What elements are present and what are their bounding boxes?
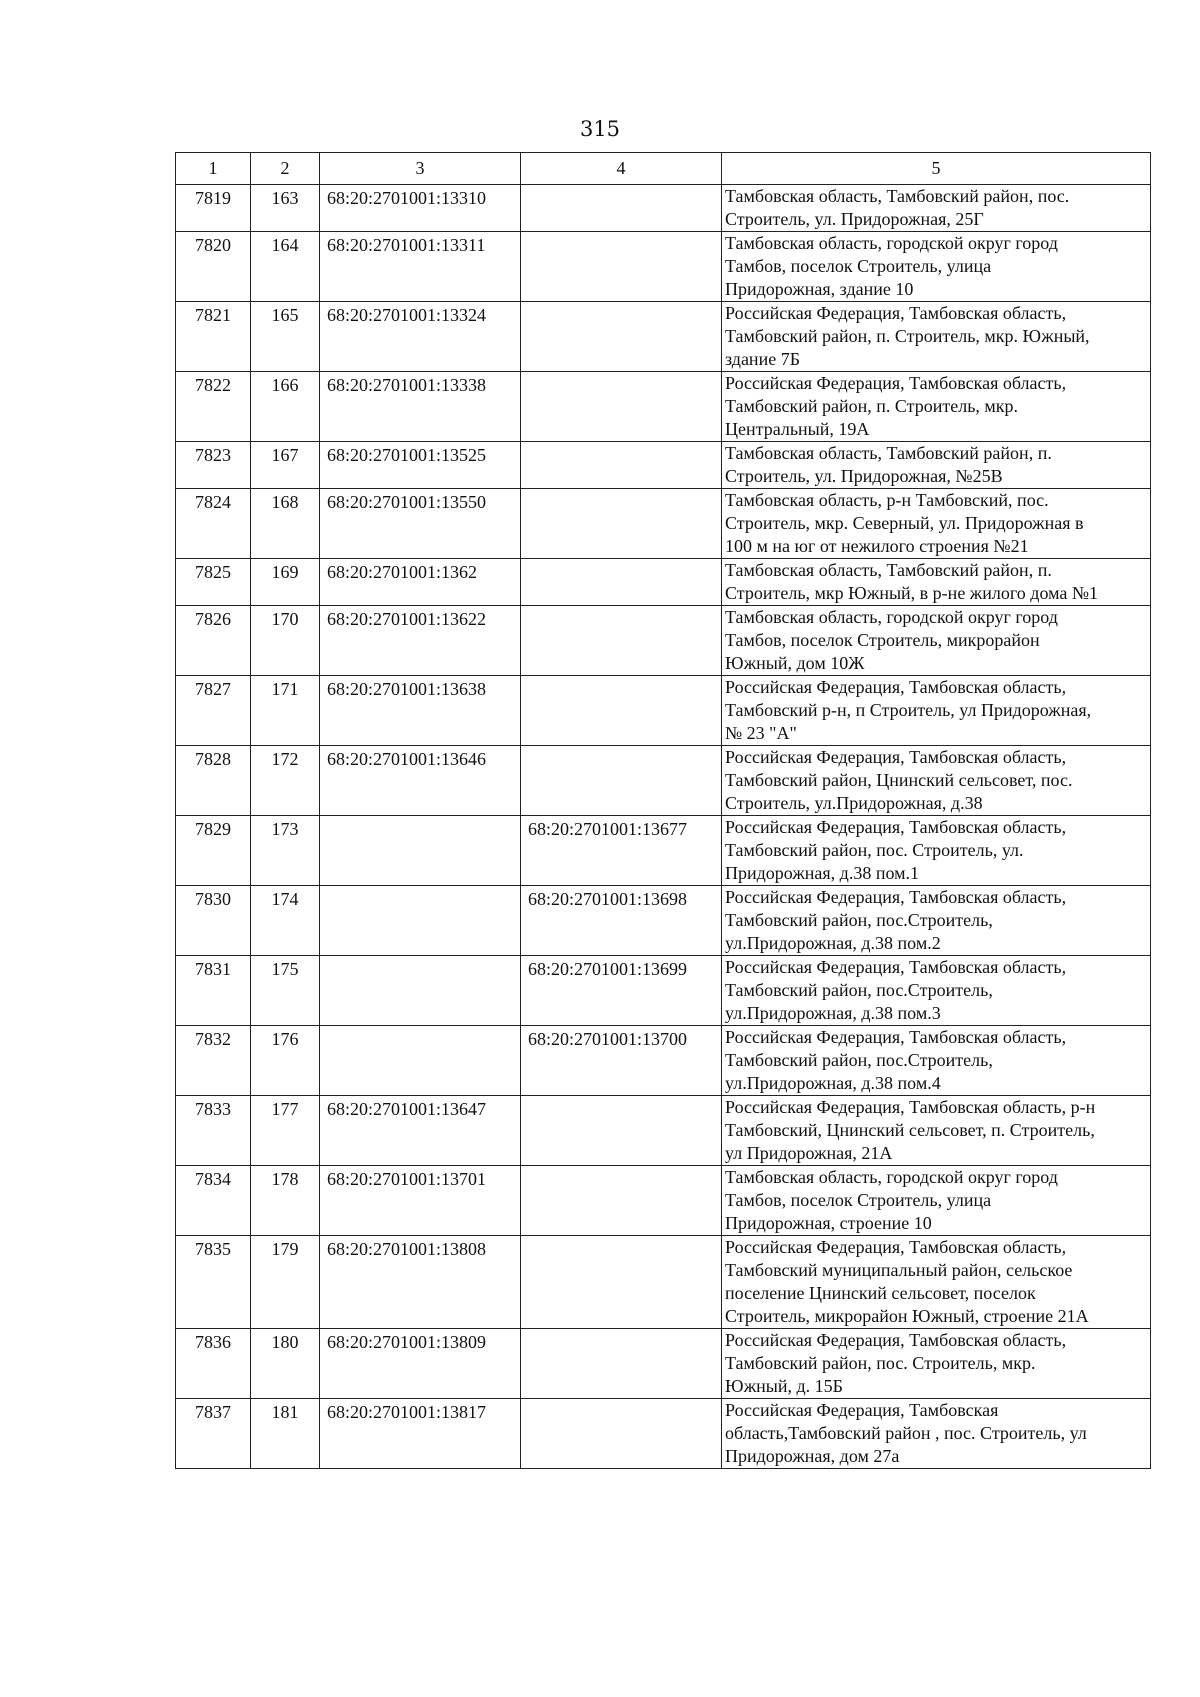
table-row: [176, 816, 1151, 886]
table-row: [176, 232, 1151, 302]
address-cell: Тамбовская область, Тамбовский район, п. Строитель, мкр Южный, в р-не жилого дома №1: [722, 559, 1151, 606]
row-number-cell: 7828: [176, 746, 251, 816]
table-row: [176, 442, 1151, 489]
address-cell: Российская Федерация, Тамбовская область, Тамбовский муниципальный район, сельское поселение Цнинский сельсовет, поселок Строитель, микрорайон Южный, строение 21А: [722, 1236, 1151, 1329]
address-cell: Российская Федерация, Тамбовская область, Тамбовский район, пос.Строитель, ул.Придорожная, д.38 пом.4: [722, 1026, 1151, 1096]
row-number-cell: 7819: [176, 185, 251, 232]
header-row: [176, 153, 1151, 185]
address-cell: Российская Федерация, Тамбовская область, Тамбовский район, п. Строитель, мкр. Центральный, 19А: [722, 372, 1151, 442]
row-index-cell: 165: [251, 302, 320, 372]
premises-cadastral-number-cell: [521, 1236, 722, 1329]
row-index-cell: 163: [251, 185, 320, 232]
address-cell: Российская Федерация, Тамбовская область, Тамбовский район, пос. Строитель, мкр. Южный, д. 15Б: [722, 1329, 1151, 1399]
column-header-1: 1: [176, 153, 251, 185]
cadastral-number-cell: 68:20:2701001:13525: [320, 442, 521, 489]
row-number-cell: 7820: [176, 232, 251, 302]
column-header-2: 2: [251, 153, 320, 185]
registry-table: [175, 152, 1151, 1469]
row-number-cell: 7834: [176, 1166, 251, 1236]
premises-cadastral-number-cell: [521, 185, 722, 232]
row-number-cell: 7825: [176, 559, 251, 606]
premises-cadastral-number-cell: 68:20:2701001:13699: [521, 956, 722, 1026]
address-cell: Российская Федерация, Тамбовская область, Тамбовский район, пос. Строитель, ул. Придорожная, д.38 пом.1: [722, 816, 1151, 886]
premises-cadastral-number-cell: 68:20:2701001:13698: [521, 886, 722, 956]
row-index-cell: 176: [251, 1026, 320, 1096]
premises-cadastral-number-cell: [521, 1329, 722, 1399]
column-header-3: 3: [320, 153, 521, 185]
cadastral-number-cell: [320, 816, 521, 886]
row-index-cell: 181: [251, 1399, 320, 1469]
address-cell: Российская Федерация, Тамбовская область, Тамбовский р-н, п Строитель, ул Придорожная, № 23 "А": [722, 676, 1151, 746]
row-index-cell: 178: [251, 1166, 320, 1236]
premises-cadastral-number-cell: [521, 1166, 722, 1236]
row-index-cell: 173: [251, 816, 320, 886]
row-index-cell: 175: [251, 956, 320, 1026]
cadastral-number-cell: [320, 886, 521, 956]
table-row: [176, 746, 1151, 816]
table-row: [176, 1026, 1151, 1096]
cadastral-number-cell: 68:20:2701001:13701: [320, 1166, 521, 1236]
row-number-cell: 7832: [176, 1026, 251, 1096]
table-row: [176, 302, 1151, 372]
row-index-cell: 169: [251, 559, 320, 606]
table-row: [176, 1329, 1151, 1399]
premises-cadastral-number-cell: [521, 606, 722, 676]
premises-cadastral-number-cell: [521, 302, 722, 372]
row-number-cell: 7821: [176, 302, 251, 372]
table-row: [176, 676, 1151, 746]
cadastral-number-cell: 68:20:2701001:13310: [320, 185, 521, 232]
premises-cadastral-number-cell: [521, 442, 722, 489]
cadastral-number-cell: 68:20:2701001:13324: [320, 302, 521, 372]
row-number-cell: 7829: [176, 816, 251, 886]
row-number-cell: 7830: [176, 886, 251, 956]
cadastral-number-cell: [320, 1026, 521, 1096]
table-row: [176, 185, 1151, 232]
cadastral-number-cell: 68:20:2701001:13550: [320, 489, 521, 559]
row-index-cell: 177: [251, 1096, 320, 1166]
premises-cadastral-number-cell: [521, 559, 722, 606]
row-index-cell: 167: [251, 442, 320, 489]
premises-cadastral-number-cell: [521, 232, 722, 302]
cadastral-number-cell: 68:20:2701001:1362: [320, 559, 521, 606]
row-number-cell: 7837: [176, 1399, 251, 1469]
row-index-cell: 170: [251, 606, 320, 676]
table-row: [176, 372, 1151, 442]
address-cell: Тамбовская область, городской округ город Тамбов, поселок Строитель, микрорайон Южный, дом 10Ж: [722, 606, 1151, 676]
premises-cadastral-number-cell: [521, 1399, 722, 1469]
cadastral-number-cell: 68:20:2701001:13311: [320, 232, 521, 302]
table-row: [176, 489, 1151, 559]
column-header-5: 5: [722, 153, 1151, 185]
row-number-cell: 7823: [176, 442, 251, 489]
address-cell: Российская Федерация, Тамбовская область, Тамбовский район, пос.Строитель, ул.Придорожная, д.38 пом.2: [722, 886, 1151, 956]
row-index-cell: 174: [251, 886, 320, 956]
row-number-cell: 7831: [176, 956, 251, 1026]
row-index-cell: 180: [251, 1329, 320, 1399]
premises-cadastral-number-cell: [521, 489, 722, 559]
column-header-4: 4: [521, 153, 722, 185]
premises-cadastral-number-cell: [521, 372, 722, 442]
cadastral-number-cell: 68:20:2701001:13338: [320, 372, 521, 442]
address-cell: Тамбовская область, городской округ город Тамбов, поселок Строитель, улица Придорожная, здание 10: [722, 232, 1151, 302]
row-index-cell: 179: [251, 1236, 320, 1329]
address-cell: Российская Федерация, Тамбовская область, Тамбовский район, пос.Строитель, ул.Придорожная, д.38 пом.3: [722, 956, 1151, 1026]
premises-cadastral-number-cell: 68:20:2701001:13677: [521, 816, 722, 886]
cadastral-number-cell: 68:20:2701001:13817: [320, 1399, 521, 1469]
premises-cadastral-number-cell: [521, 676, 722, 746]
row-index-cell: 168: [251, 489, 320, 559]
page-number: 315: [579, 117, 621, 141]
address-cell: Тамбовская область, Тамбовский район, п. Строитель, ул. Придорожная, №25В: [722, 442, 1151, 489]
row-index-cell: 166: [251, 372, 320, 442]
address-cell: Российская Федерация, Тамбовская область, Тамбовский район, Цнинский сельсовет, пос. Строитель, ул.Придорожная, д.38: [722, 746, 1151, 816]
row-number-cell: 7836: [176, 1329, 251, 1399]
table-row: [176, 1096, 1151, 1166]
cadastral-number-cell: [320, 956, 521, 1026]
cadastral-number-cell: 68:20:2701001:13647: [320, 1096, 521, 1166]
premises-cadastral-number-cell: [521, 1096, 722, 1166]
table-row: [176, 1236, 1151, 1329]
cadastral-number-cell: 68:20:2701001:13622: [320, 606, 521, 676]
table-row: [176, 956, 1151, 1026]
row-number-cell: 7824: [176, 489, 251, 559]
cadastral-number-cell: 68:20:2701001:13638: [320, 676, 521, 746]
row-index-cell: 171: [251, 676, 320, 746]
address-cell: Тамбовская область, р-н Тамбовский, пос. Строитель, мкр. Северный, ул. Придорожная в 100 м на юг от нежилого строения №21: [722, 489, 1151, 559]
cadastral-number-cell: 68:20:2701001:13646: [320, 746, 521, 816]
table-row: [176, 559, 1151, 606]
row-index-cell: 172: [251, 746, 320, 816]
row-index-cell: 164: [251, 232, 320, 302]
premises-cadastral-number-cell: [521, 746, 722, 816]
table-row: [176, 886, 1151, 956]
table-row: [176, 1166, 1151, 1236]
address-cell: Российская Федерация, Тамбовская область, р-н Тамбовский, Цнинский сельсовет, п. Строитель, ул Придорожная, 21А: [722, 1096, 1151, 1166]
address-cell: Российская Федерация, Тамбовская область, Тамбовский район, п. Строитель, мкр. Южный, здание 7Б: [722, 302, 1151, 372]
address-cell: Российская Федерация, Тамбовская область,Тамбовский район , пос. Строитель, ул Придорожная, дом 27а: [722, 1399, 1151, 1469]
row-number-cell: 7826: [176, 606, 251, 676]
table-row: [176, 606, 1151, 676]
row-number-cell: 7822: [176, 372, 251, 442]
premises-cadastral-number-cell: 68:20:2701001:13700: [521, 1026, 722, 1096]
cadastral-number-cell: 68:20:2701001:13808: [320, 1236, 521, 1329]
address-cell: Тамбовская область, городской округ город Тамбов, поселок Строитель, улица Придорожная, строение 10: [722, 1166, 1151, 1236]
table-row: [176, 1399, 1151, 1469]
row-number-cell: 7835: [176, 1236, 251, 1329]
address-cell: Тамбовская область, Тамбовский район, пос. Строитель, ул. Придорожная, 25Г: [722, 185, 1151, 232]
row-number-cell: 7833: [176, 1096, 251, 1166]
cadastral-number-cell: 68:20:2701001:13809: [320, 1329, 521, 1399]
row-number-cell: 7827: [176, 676, 251, 746]
